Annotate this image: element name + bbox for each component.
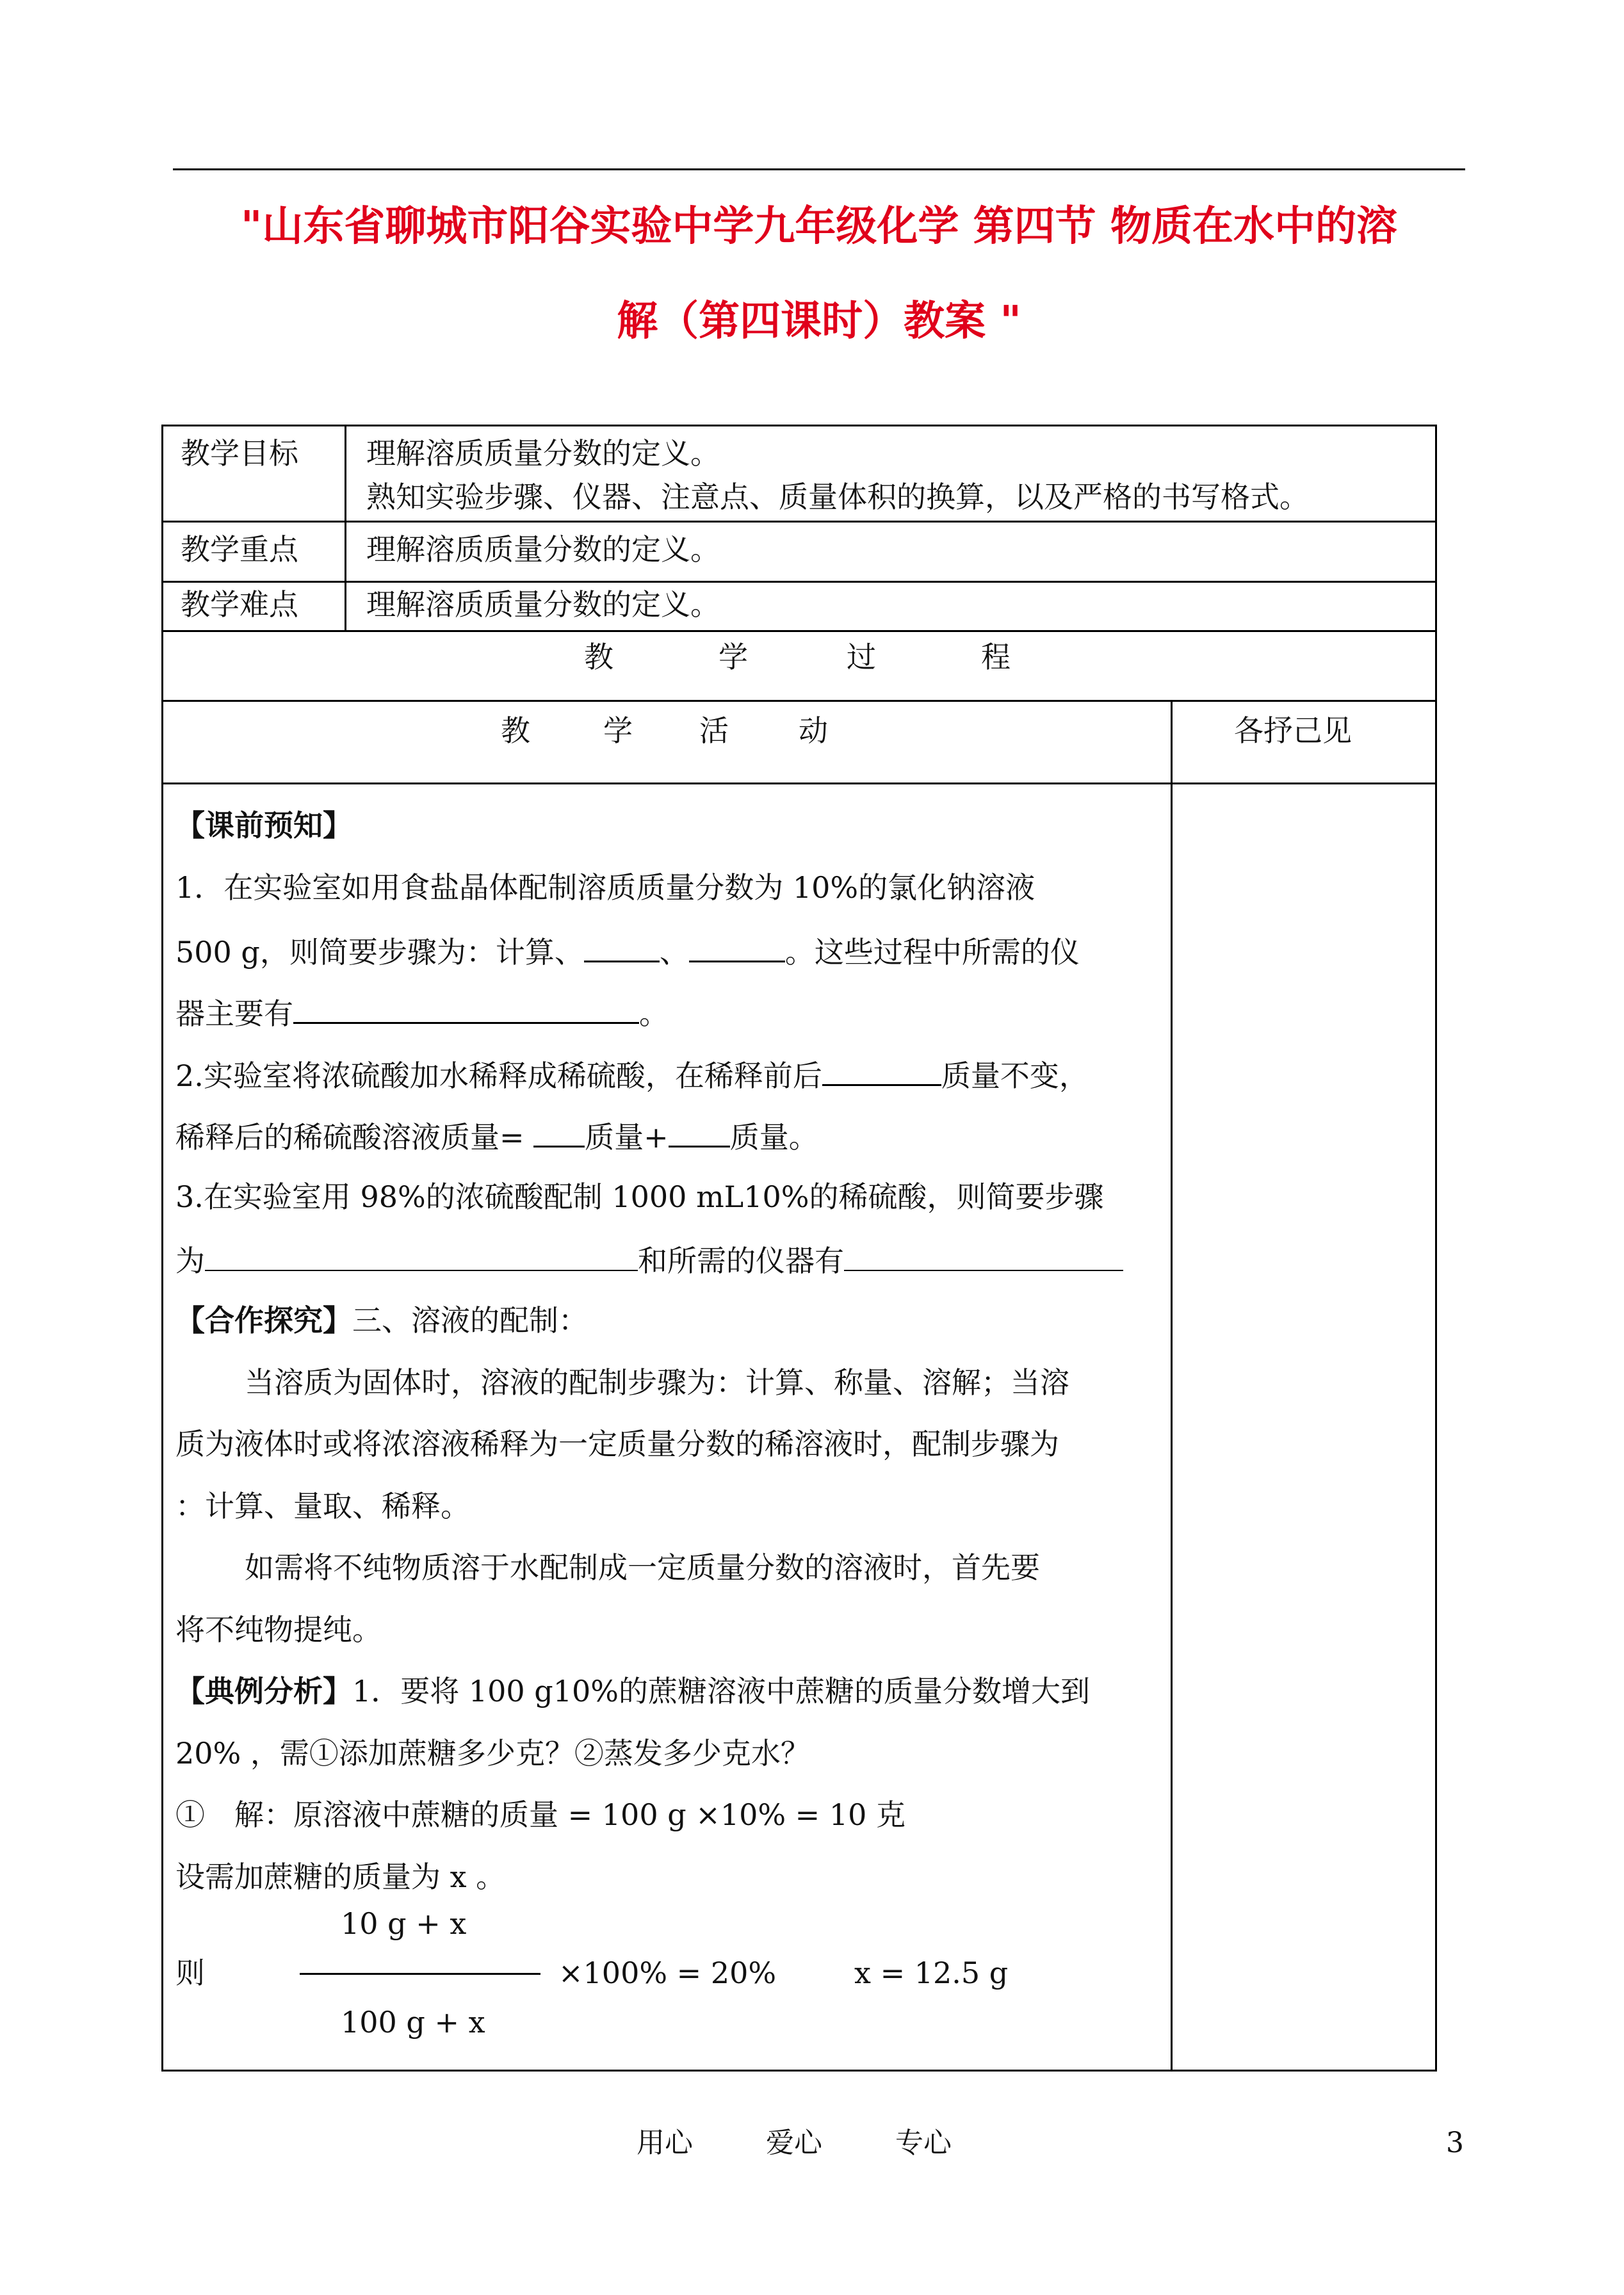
page-title-line1: "山东省聊城市阳谷实验中学九年级化学 第四节 物质在水中的溶 xyxy=(241,203,1397,250)
preview-q1-line1: 1．在实验室如用食盐晶体配制溶质质量分数为 10%的氯化钠溶液 xyxy=(175,870,1035,905)
row-divider xyxy=(161,630,1437,632)
objectives-line1: 理解溶质质量分数的定义。 xyxy=(366,436,720,471)
table-border-bottom xyxy=(161,2070,1437,2072)
fraction-multiplier: ×100% = 20% xyxy=(558,1956,777,1990)
footer-word-3: 专心 xyxy=(895,2127,952,2159)
process-char-1: 教 xyxy=(584,640,613,674)
preview-q1-line2: 500 g，则简要步骤为：计算、 、 。这些过程中所需的仪 xyxy=(175,935,1080,969)
footer-word-2: 爱心 xyxy=(766,2127,822,2159)
then-label: 则 xyxy=(175,1956,205,1990)
fraction-bar xyxy=(300,1973,540,1975)
row-divider xyxy=(161,581,1437,583)
result-value: x = 12.5 g xyxy=(854,1956,1009,1990)
activity-char-1: 教 xyxy=(501,713,530,748)
preview-q3-line2: 为 和所需的仪器有 xyxy=(175,1244,1123,1276)
coop-p2-line2: 将不纯物提纯。 xyxy=(175,1612,382,1647)
row-divider xyxy=(161,700,1437,702)
activity-char-4: 动 xyxy=(799,713,828,748)
table-border-top xyxy=(161,425,1437,426)
fraction-denominator: 100 g + x xyxy=(341,2005,485,2040)
key-point-label: 教学重点 xyxy=(181,532,298,567)
example-line2: 20% ，需①添加蔗糖多少克？②蒸发多少克水？ xyxy=(175,1736,810,1771)
coop-line: 【合作探究】三、溶液的配制： xyxy=(175,1303,588,1338)
activity-char-3: 活 xyxy=(699,713,729,748)
process-char-4: 程 xyxy=(981,640,1011,674)
row-divider xyxy=(161,783,1437,784)
activity-char-2: 学 xyxy=(603,713,633,748)
lesson-table xyxy=(161,425,1437,2072)
difficulty-label: 教学难点 xyxy=(181,587,298,622)
objectives-line2: 熟知实验步骤、仪器、注意点、质量体积的换算，以及严格的书写格式。 xyxy=(366,480,1309,514)
process-char-3: 过 xyxy=(847,640,876,674)
example-line3: ① 解：原溶液中蔗糖的质量 = 100 g ×10% = 10 克 xyxy=(175,1797,906,1832)
table-border-right xyxy=(1435,425,1437,2072)
page-number: 3 xyxy=(1446,2127,1464,2159)
objectives-label: 教学目标 xyxy=(181,436,298,471)
row-divider xyxy=(161,521,1437,523)
preview-q2-line2: 稀释后的稀硫酸溶液质量= 质量+ 质量。 xyxy=(175,1120,818,1155)
preview-q2-line1: 2.实验室将浓硫酸加水稀释成稀硫酸，在稀释前后 质量不变， xyxy=(175,1058,1089,1093)
coop-p1-line2: 质为液体时或将浓溶液稀释为一定质量分数的稀溶液时，配制步骤为 xyxy=(175,1427,1059,1461)
coop-p1-line1: 当溶质为固体时，溶液的配制步骤为：计算、称量、溶解；当溶 xyxy=(245,1365,1069,1400)
notes-header: 各抒己见 xyxy=(1234,713,1352,748)
page-title-line2: 解（第四课时）教案 " xyxy=(617,298,1021,345)
coop-p2-line1: 如需将不纯物质溶于水配制成一定质量分数的溶液时，首先要 xyxy=(245,1550,1040,1585)
notes-column-divider xyxy=(1171,700,1173,2072)
preview-q1-line3: 器主要有 。 xyxy=(175,996,669,1031)
preview-heading: 【课前预知】 xyxy=(175,808,352,843)
footer-word-1: 用心 xyxy=(637,2127,693,2159)
label-column-divider xyxy=(345,425,346,632)
coop-p1-line3: ：计算、量取、稀释。 xyxy=(175,1489,470,1523)
key-point-text: 理解溶质质量分数的定义。 xyxy=(366,532,720,567)
example-line1: 【典例分析】1．要将 100 g10%的蔗糖溶液中蔗糖的质量分数增大到 xyxy=(175,1674,1090,1708)
example-line4: 设需加蔗糖的质量为 x 。 xyxy=(175,1860,506,1894)
fraction-numerator: 10 g + x xyxy=(341,1906,467,1941)
top-rule xyxy=(173,168,1465,170)
table-border-left xyxy=(161,425,163,2072)
process-char-2: 学 xyxy=(719,640,748,674)
preview-q3-line1: 3.在实验室用 98%的浓硫酸配制 1000 mL10%的稀硫酸，则简要步骤 xyxy=(175,1180,1104,1214)
difficulty-text: 理解溶质质量分数的定义。 xyxy=(366,587,720,622)
